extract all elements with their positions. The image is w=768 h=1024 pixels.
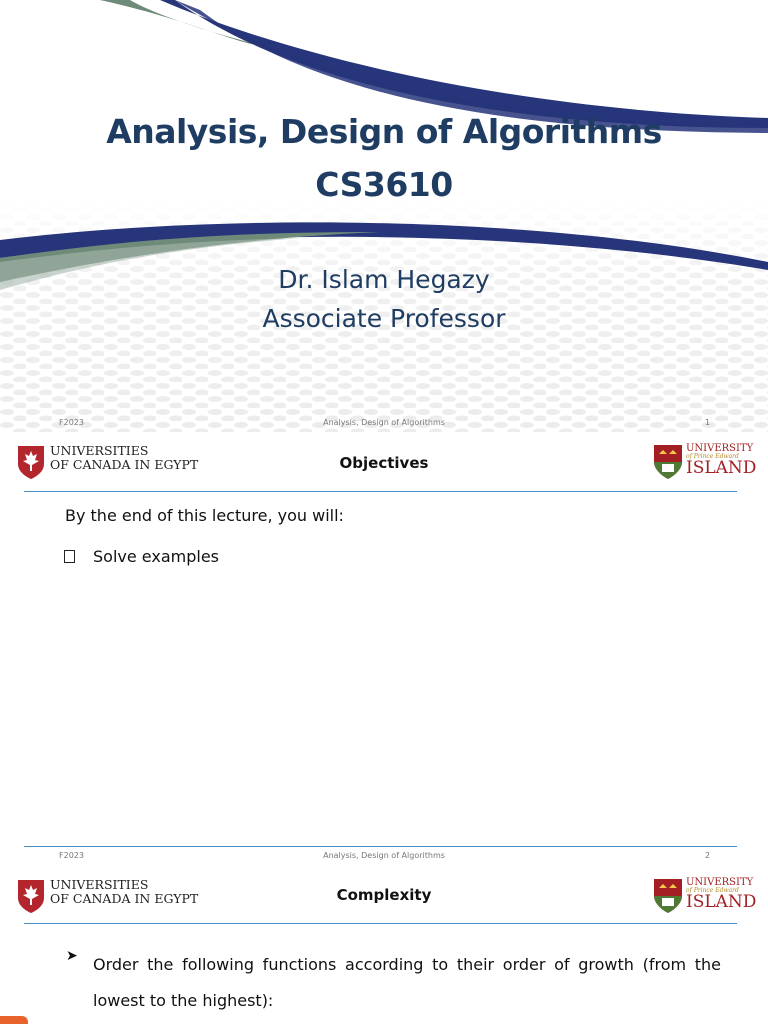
- upei-line3: ISLAND: [686, 892, 757, 912]
- upei-line1: UNIVERSITY: [686, 877, 754, 888]
- uce-name-line2: OF CANADA IN EGYPT: [50, 891, 199, 906]
- complexity-slide: [0, 868, 768, 1024]
- footer-term: F2023: [59, 418, 84, 427]
- footer-course: Analysis, Design of Algorithms: [323, 418, 445, 427]
- uce-name-line1: UNIVERSITIES: [50, 443, 149, 458]
- objectives-intro: By the end of this lecture, you will:: [65, 506, 344, 525]
- footer-page-number: 2: [705, 851, 711, 860]
- upei-line1: UNIVERSITY: [686, 443, 754, 454]
- slide-title-line2: CS3610: [315, 165, 453, 204]
- complexity-task: [93, 947, 721, 1019]
- upei-line2: of Prince Edward: [686, 887, 739, 894]
- uce-name-line1: UNIVERSITIES: [50, 877, 149, 892]
- objective-item: Solve examples: [93, 547, 219, 566]
- task-line2: lowest to the highest):: [93, 991, 274, 1010]
- orange-corner-marker: [0, 1016, 28, 1024]
- footer-term: F2023: [59, 851, 84, 860]
- upei-crest-icon: [653, 444, 683, 480]
- presenter-role: Associate Professor: [262, 304, 506, 333]
- header-rule: [24, 923, 737, 924]
- upei-line2: of Prince Edward: [686, 453, 739, 460]
- footer-rule: [24, 846, 737, 847]
- header-rule: [24, 491, 737, 492]
- presenter-name: Dr. Islam Hegazy: [278, 265, 490, 294]
- upei-logo: [653, 443, 757, 482]
- upei-crest-icon: [653, 878, 683, 914]
- upei-logo: [653, 877, 757, 916]
- uce-name-line2: OF CANADA IN EGYPT: [50, 457, 199, 472]
- task-line1: Order the following functions according to their order of growth (from the: [93, 955, 721, 974]
- top-swoosh-decoration: [0, 0, 768, 432]
- footer-page-number: 1: [705, 418, 711, 427]
- title-slide: [0, 0, 768, 432]
- upei-line3: ISLAND: [686, 458, 757, 478]
- footer-course: Analysis, Design of Algorithms: [323, 851, 445, 860]
- arrow-bullet-icon: ➤: [66, 948, 78, 964]
- slide-heading: Complexity: [336, 886, 432, 904]
- slide-title-line1: Analysis, Design of Algorithms: [106, 112, 662, 151]
- objectives-slide: [0, 434, 768, 866]
- slide-heading: Objectives: [339, 454, 429, 472]
- bullet-marker-icon: [64, 550, 75, 563]
